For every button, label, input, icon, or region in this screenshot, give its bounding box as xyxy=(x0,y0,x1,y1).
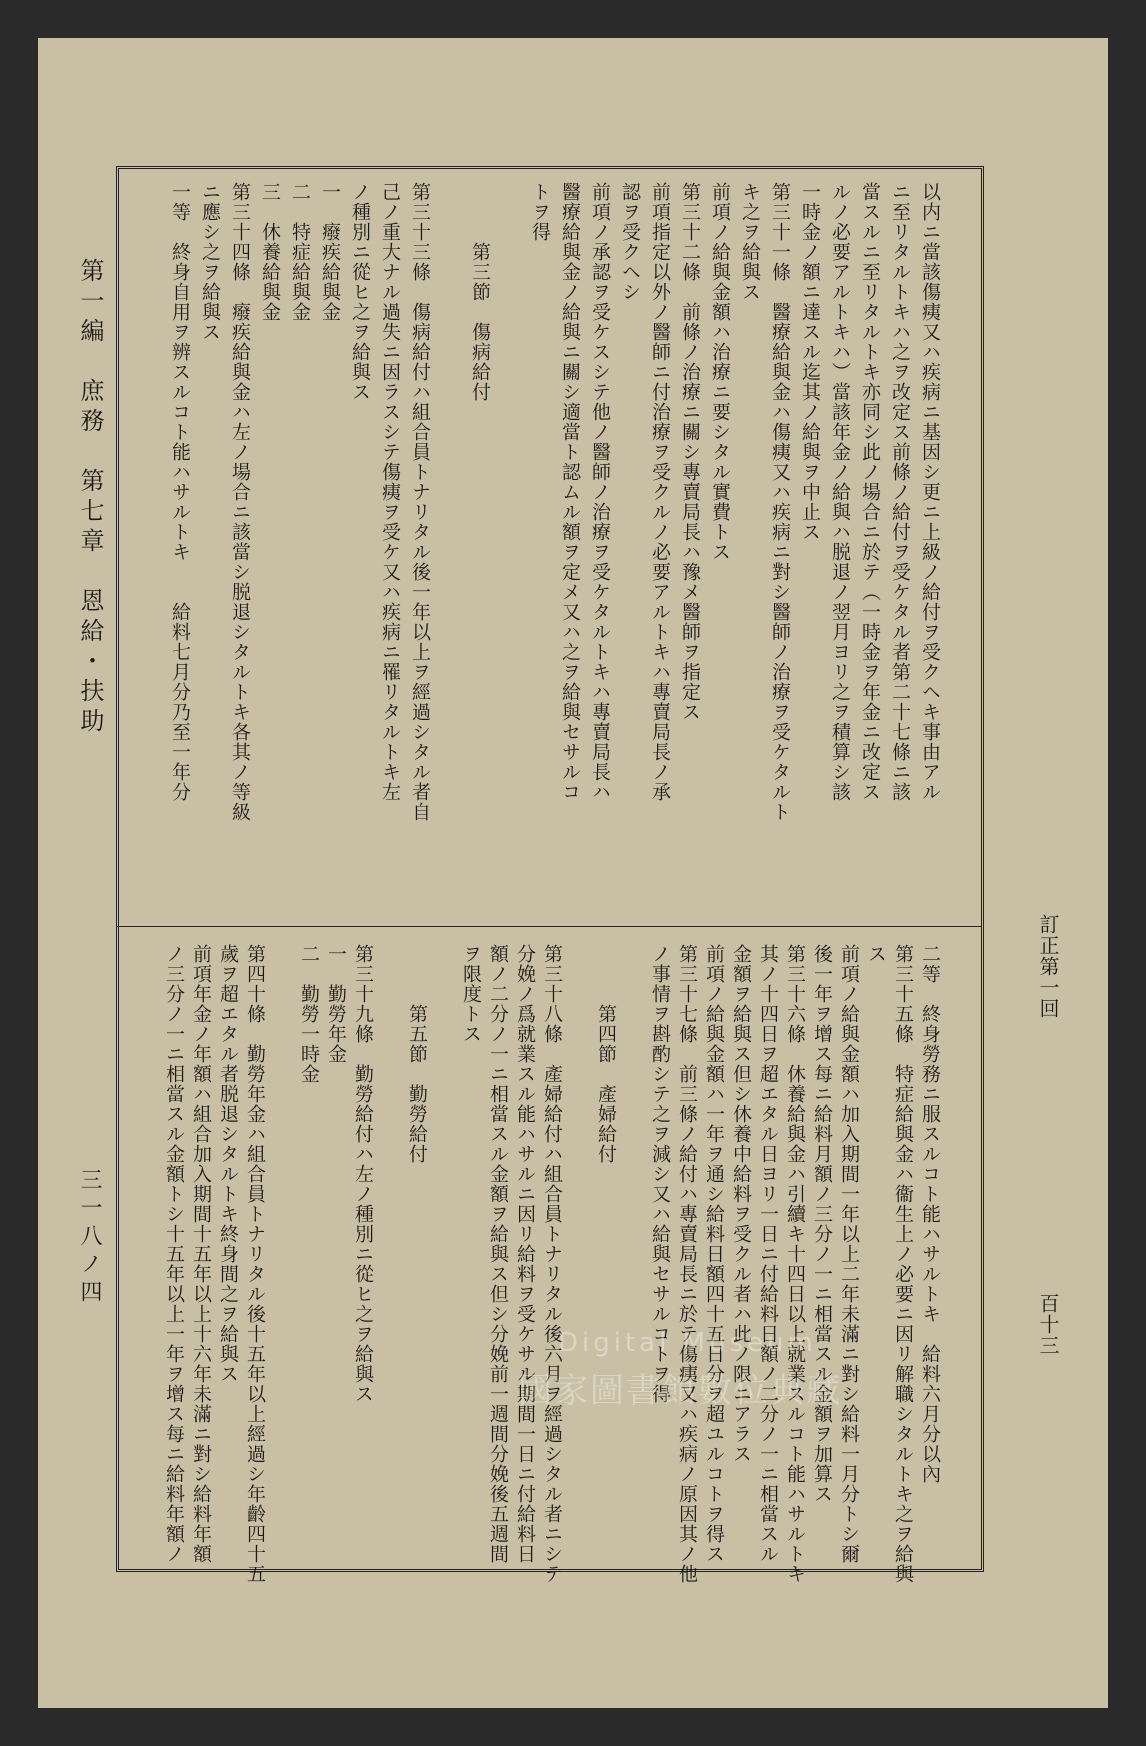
upper-column-line: キ之ヲ給與ス xyxy=(739,182,761,302)
upper-column-line: 己ノ重大ナル過失ニ因ラスシテ傷痍ヲ受ケ又ハ疾病ニ罹リタルトキ左 xyxy=(379,182,401,802)
lower-column-line: 其ノ十四日ヲ超エタル日ヨリ一日ニ付給料日額ノ二分ノ一ニ相當スル xyxy=(757,944,779,1564)
lower-column-line: 前項年金ノ年額ハ組合加入期間十五年以上十六年未滿ニ對シ給料年額 xyxy=(190,944,212,1564)
lower-column-line: 金額ヲ給與ス但シ休養中給料ヲ受クル者ハ此ノ限ニアラス xyxy=(730,944,752,1464)
upper-column-line: ノ種別ニ從ヒ之ヲ給與ス xyxy=(349,182,371,402)
lower-column-line: 第四十條 勤勞年金ハ組合員トナリタル後十五年以上經過シ年齡四十五 xyxy=(244,944,266,1584)
lower-column-line: 前項ノ給與金額ハ加入期間一年以上二年未滿ニ對シ給料一月分トシ爾 xyxy=(838,944,860,1564)
lower-column-line: ヲ限度トス xyxy=(460,944,482,1044)
section-divider xyxy=(116,926,982,927)
lower-column-line: 額ノ二分ノ一ニ相當スル金額ヲ給與ス但シ分娩前一週間分娩後五週間 xyxy=(487,944,509,1564)
upper-column-line: 第三十一條 醫療給與金ハ傷痍又ハ疾病ニ對シ醫師ノ治療ヲ受ケタルト xyxy=(769,182,791,822)
upper-column-line: 第三十二條 前條ノ治療ニ關シ專賣局長ハ豫メ醫師ヲ指定ス xyxy=(679,182,701,722)
upper-column-line: 認ヲ受クヘシ xyxy=(619,182,641,302)
upper-column-line: 前項ノ承認ヲ受ケスシテ他ノ醫師ノ治療ヲ受ケタルトキハ專賣局長ハ xyxy=(589,182,611,802)
lower-column-line: 第三十五條 特症給與金ハ衞生上ノ必要ニ因リ解職シタルトキ之ヲ給與 xyxy=(892,944,914,1584)
upper-column-line: 三 休養給與金 xyxy=(259,182,281,322)
upper-column-line: ルノ必要アルトキハ）當該年金ノ給與ハ脱退ノ翌月ヨリ之ヲ積算シ該 xyxy=(829,182,851,802)
lower-column-line: 第四節 產婦給付 xyxy=(595,944,617,1164)
running-title: 第一編 庶務 第七章 恩給・扶助 xyxy=(76,258,104,738)
revision-label: 訂正第一回 xyxy=(1036,914,1060,1019)
upper-column-line: 第三節 傷病給付 xyxy=(469,182,491,402)
upper-column-line: 一等 終身自用ヲ辨スルコト能ハサルトキ 給料七月分乃至一年分 xyxy=(169,182,191,802)
upper-column-line: 前項ノ給與金額ハ治療ニ要シタル實費トス xyxy=(709,182,731,562)
lower-column-line: 二 勤勞一時金 xyxy=(298,944,320,1084)
upper-column-line: 第三十四條 癈疾給與金ハ左ノ場合ニ該當シ脱退シタルトキ各其ノ等級 xyxy=(229,182,251,822)
upper-column-line: 以内ニ當該傷痍又ハ疾病ニ基因シ更ニ上級ノ給付ヲ受クヘキ事由アル xyxy=(919,182,941,802)
watermark-english: Digital Museum xyxy=(558,1328,817,1358)
lower-column-line: ノ事情ヲ斟酌シテ之ヲ減シ又ハ給與セサルコトヲ得 xyxy=(649,944,671,1404)
lower-column-line: 分娩ノ爲就業スル能ハサルニ因リ給料ヲ受ケサル期間一日ニ付給料日 xyxy=(514,944,536,1564)
watermark-chinese: 國家圖書館數位典藏 xyxy=(518,1371,842,1411)
lower-column-line: ノ三分ノ一ニ相當スル金額トシ十五年以上一年ヲ增ス每ニ給料年額ノ xyxy=(163,944,185,1564)
lower-column-line: 第三十六條 休養給與金ハ引續キ十四日以上就業スルコト能ハサルトキ xyxy=(784,944,806,1584)
lower-column-line: 歲ヲ超エタル者脱退シタルトキ終身間之ヲ給與ス xyxy=(217,944,239,1384)
upper-column-line: ニ應シ之ヲ給與ス xyxy=(199,182,221,342)
upper-column-line: 二 特症給與金 xyxy=(289,182,311,322)
lower-column-line: 第五節 勤勞給付 xyxy=(406,944,428,1164)
upper-column-line: 前項指定以外ノ醫師ニ付治療ヲ受クルノ必要アルトキハ專賣局長ノ承 xyxy=(649,182,671,802)
upper-column-line: 當スルニ至リタルトキ亦同シ此ノ場合ニ於テ（一時金ヲ年金ニ改定ス xyxy=(859,182,881,802)
upper-column-line: 醫療給與金ノ給與ニ關シ適當ト認ムル額ヲ定メ又ハ之ヲ給與セサルコ xyxy=(559,182,581,802)
footer-page-number: 三一八ノ四 xyxy=(77,1168,102,1308)
lower-column-line: 第三十九條 勤勞給付ハ左ノ種別ニ從ヒ之ヲ給與ス xyxy=(352,944,374,1404)
lower-column-line: ス xyxy=(865,944,887,964)
lower-column-line: 前項ノ給與金額ハ一年ヲ通シ給料日額四十五日分ヲ超ユルコトヲ得ス xyxy=(703,944,725,1564)
lower-column-line: 第三十七條 前三條ノ給付ハ專賣局長ニ於テ傷痍又ハ疾病ノ原因其ノ他 xyxy=(676,944,698,1584)
lower-column-line: 一 勤勞年金 xyxy=(325,944,347,1064)
book-page xyxy=(38,38,1108,1708)
lower-column-line: 第三十八條 產婦給付ハ組合員トナリタル後六月ヲ經過シタル者ニシテ xyxy=(541,944,563,1584)
upper-column-line: 第三十三條 傷病給付ハ組合員トナリタル後一年以上ヲ經過シタル者自 xyxy=(409,182,431,822)
page-number: 百十三 xyxy=(1036,1293,1060,1356)
upper-column-line: ニ至リタルトキハ之ヲ改定ス前條ノ給付ヲ受ケタル者第二十七條ニ該 xyxy=(889,182,911,802)
lower-column-line: 二等 終身勞務ニ服スルコト能ハサルトキ 給料六月分以內 xyxy=(919,944,941,1484)
lower-column-line: 後一年ヲ增ス每ニ給料月額ノ三分ノ一ニ相當スル金額ヲ加算ス xyxy=(811,944,833,1504)
upper-column-line: 一時金ノ額ニ達スル迄其ノ給與ヲ中止ス xyxy=(799,182,821,542)
upper-column-line: トヲ得 xyxy=(529,182,551,242)
upper-column-line: 一 癈疾給與金 xyxy=(319,182,341,322)
